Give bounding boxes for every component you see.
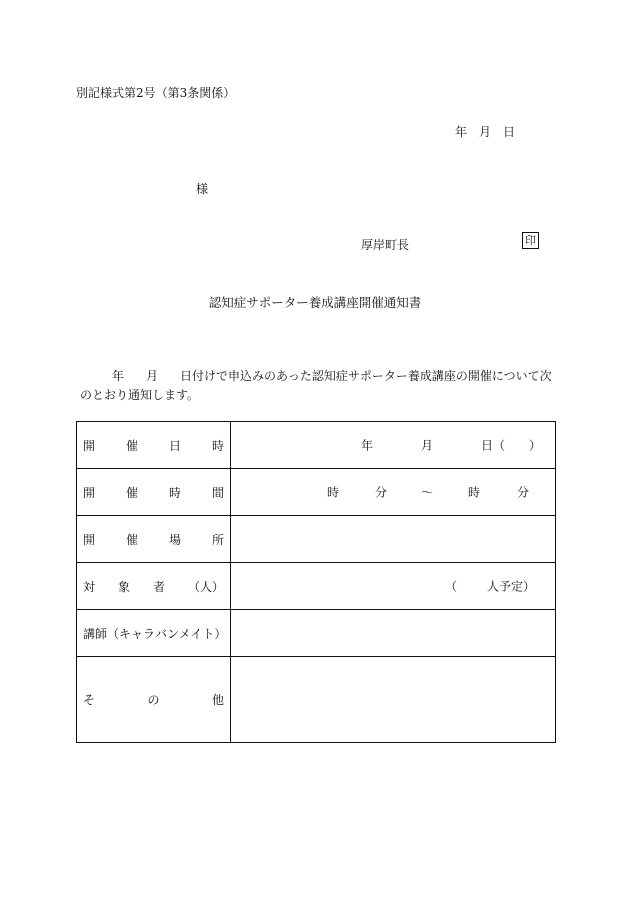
label-char: 催: [125, 438, 138, 453]
label-char: （人）: [187, 579, 224, 594]
date-month: 月: [421, 438, 434, 453]
label-char: 催: [125, 485, 138, 500]
table-row-instructor: [77, 610, 556, 657]
label-char: 開: [83, 438, 96, 453]
label-char: 場: [168, 532, 181, 547]
label-attendees: [77, 563, 231, 610]
label-place: [77, 516, 231, 563]
label-char: 開: [83, 532, 96, 547]
label-char: 所: [211, 532, 224, 547]
document-title: 認知症サポーター養成講座開催通知書: [208, 295, 422, 310]
table-row-other: [77, 657, 556, 743]
table-row-place: [77, 516, 556, 563]
body-year: 年: [112, 369, 125, 383]
body-line-2: のとおり通知します。: [80, 388, 200, 402]
value-other[interactable]: [231, 657, 556, 743]
label-char: 他: [211, 693, 224, 707]
label-date: [77, 422, 231, 469]
table-row-time: [77, 469, 556, 516]
label-char: 者: [152, 579, 165, 594]
value-time[interactable]: [231, 469, 556, 516]
date-day-weekday: 日（ ）: [481, 438, 542, 453]
time-end-hour: 時: [468, 485, 481, 500]
time-end-minute: 分: [517, 485, 530, 500]
time-start-minute: 分: [375, 485, 388, 500]
label-char: 間: [211, 485, 224, 500]
body-text: [80, 367, 555, 405]
table-row-date: [77, 422, 556, 469]
attendees-open-paren: （: [445, 579, 458, 594]
value-date[interactable]: [231, 422, 556, 469]
label-char: 催: [125, 532, 138, 547]
value-attendees[interactable]: [231, 563, 556, 610]
value-place[interactable]: [231, 516, 556, 563]
label-time: [77, 469, 231, 516]
table-row-attendees: [77, 563, 556, 610]
label-char: 開: [83, 485, 96, 500]
seal-mark: 印: [522, 232, 539, 249]
form-number: 別記様式第2号（第3条関係）: [76, 86, 236, 100]
label-other: [77, 657, 231, 743]
issue-date-line: 年 月 日: [455, 125, 516, 139]
label-char: 象: [117, 579, 130, 594]
body-line-1: [80, 367, 555, 386]
date-year: 年: [361, 438, 374, 453]
time-start-hour: 時: [327, 485, 340, 500]
body-day-text: 日付けで申込みのあった認知症サポーター養成講座の開催について次: [180, 369, 552, 383]
label-char: 時: [168, 485, 181, 500]
label-char: 日: [168, 438, 181, 453]
label-char: 時: [211, 438, 224, 453]
body-month: 月: [146, 369, 159, 383]
label-instructor: [77, 610, 231, 657]
label-char: の: [147, 693, 160, 707]
info-table: [76, 421, 556, 743]
issuer-name: 厚岸町長: [361, 238, 410, 252]
label-text: 講師（キャラバンメイト）: [83, 626, 227, 641]
attendees-planned: 人予定）: [487, 579, 536, 594]
time-range-tilde: ～: [421, 485, 434, 500]
value-instructor[interactable]: [231, 610, 556, 657]
label-char: そ: [83, 693, 96, 707]
addressee-suffix: 様: [196, 182, 209, 196]
label-char: 対: [83, 579, 96, 594]
